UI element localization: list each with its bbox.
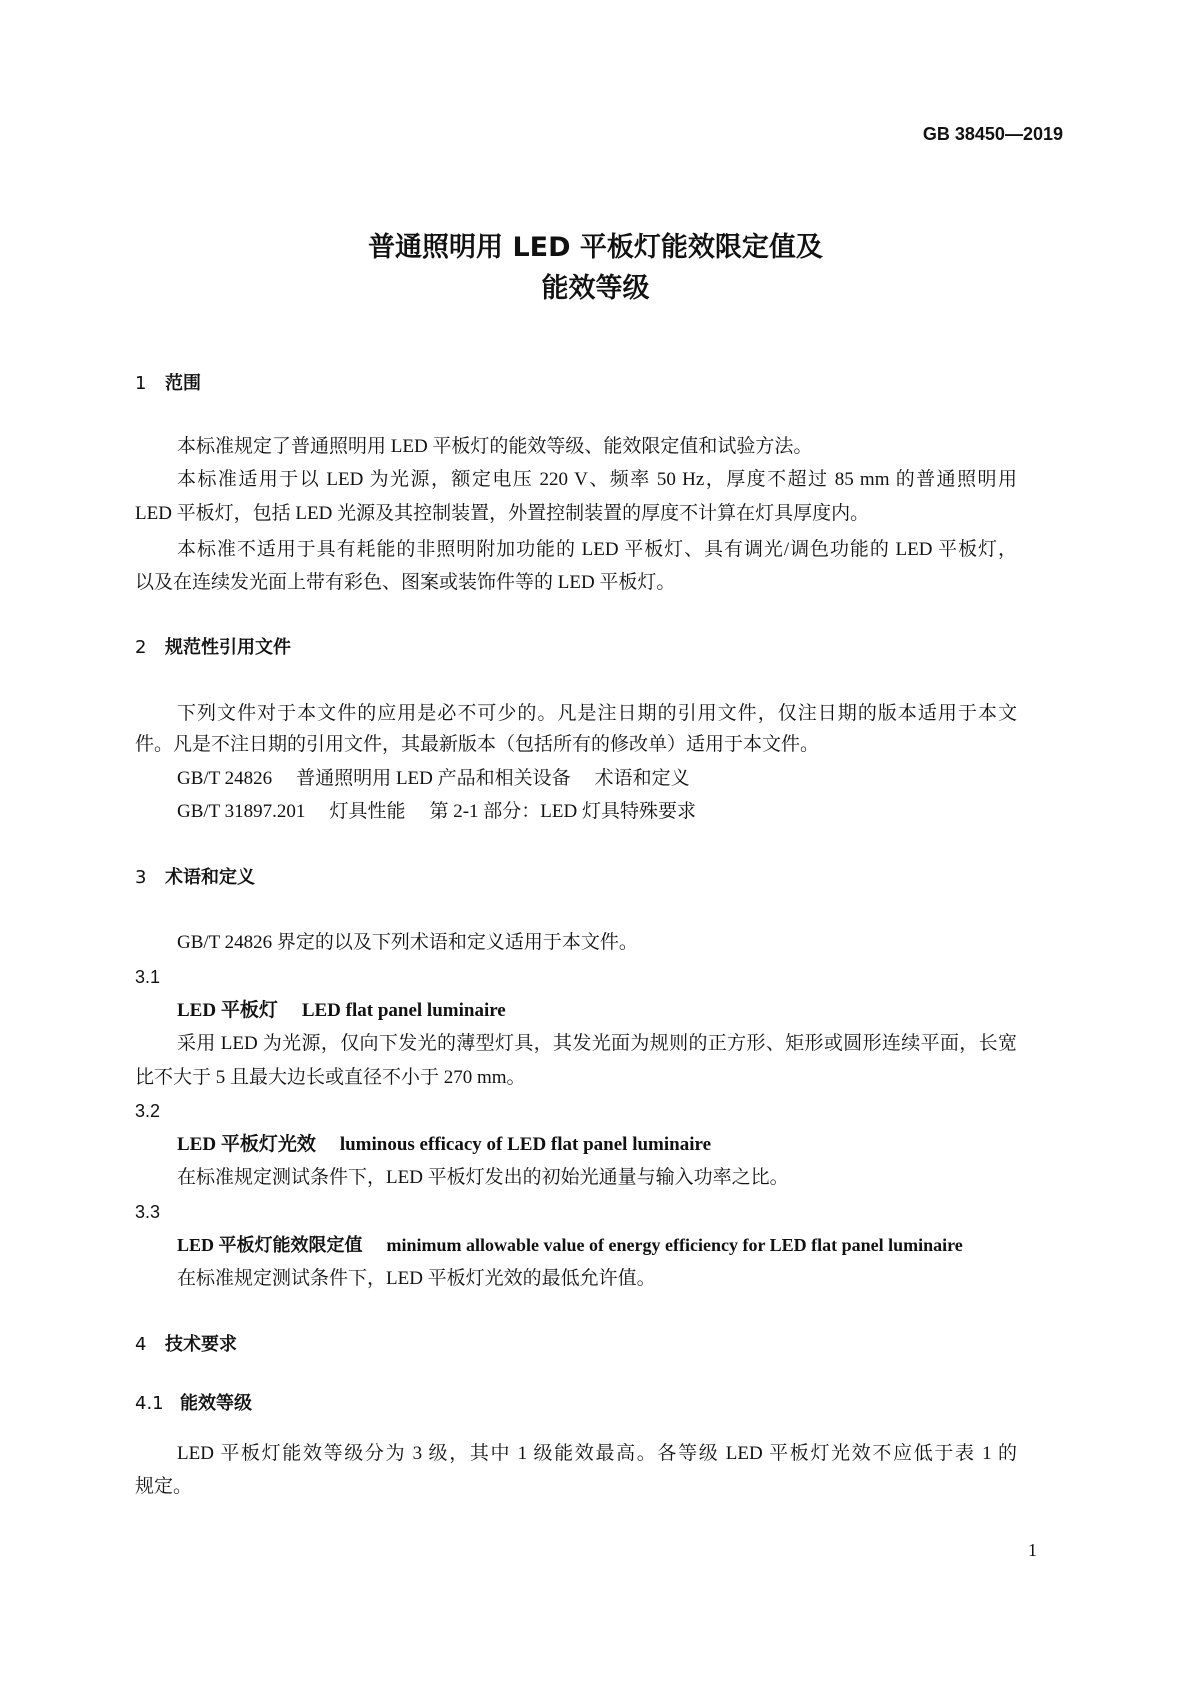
- document-title-line1: 普通照明用 LED 平板灯能效限定值及: [368, 232, 823, 263]
- term-en: LED flat panel luminaire: [301, 1000, 506, 1021]
- paragraph: 本标准适用于以 LED 为光源，额定电压 220 V、频率 50 Hz，厚度不超过 85 mm 的普通照明用: [177, 469, 1017, 490]
- section-3-heading: [135, 860, 255, 896]
- term-entry: [177, 993, 506, 1029]
- section-number: 3: [135, 867, 147, 888]
- term-zh: LED 平板灯: [177, 1000, 278, 1021]
- paragraph: 本标准不适用于具有耗能的非照明附加功能的 LED 平板灯、具有调光/调色功能的 LED 平板灯，: [177, 539, 1017, 560]
- reference-title: 普通照明用 LED 产品和相关设备: [296, 768, 571, 789]
- paragraph-cont: 规定。: [135, 1476, 193, 1497]
- term-en: luminous efficacy of LED flat panel luminaire: [339, 1134, 712, 1155]
- section-title: 能效等级: [180, 1393, 252, 1414]
- subsection-4-1-heading: [135, 1386, 252, 1422]
- paragraph: GB/T 24826 界定的以及下列术语和定义适用于本文件。: [177, 932, 638, 953]
- normative-reference: [177, 794, 696, 830]
- reference-title: 灯具性能: [329, 801, 406, 822]
- section-number: 1: [135, 373, 147, 394]
- reference-code: GB/T 24826: [177, 768, 273, 789]
- term-definition: 在标准规定测试条件下，LED 平板灯发出的初始光通量与输入功率之比。: [177, 1167, 789, 1188]
- section-title: 范围: [165, 373, 201, 394]
- clause-number: 3.1: [135, 967, 161, 987]
- term-entry: [177, 1127, 711, 1163]
- term-entry: [177, 1227, 963, 1263]
- paragraph-cont: 以及在连续发光面上带有彩色、图案或装饰件等的 LED 平板灯。: [135, 572, 676, 593]
- standard-number: GB 38450—2019: [922, 124, 1063, 144]
- term-zh: LED 平板灯能效限定值: [177, 1235, 363, 1255]
- normative-reference: [177, 761, 690, 797]
- reference-subtitle: 术语和定义: [594, 768, 690, 789]
- section-title: 术语和定义: [165, 867, 255, 888]
- clause-number: 3.2: [135, 1101, 161, 1121]
- clause-number: 3.3: [135, 1202, 161, 1222]
- paragraph: LED 平板灯能效等级分为 3 级，其中 1 级能效最高。各等级 LED 平板灯光效不应低于表 1 的: [177, 1443, 1017, 1464]
- term-definition-cont: 比不大于 5 且最大边长或直径不小于 270 mm。: [135, 1067, 526, 1088]
- paragraph-cont: LED 平板灯，包括 LED 光源及其控制装置，外置控制装置的厚度不计算在灯具厚度内。: [135, 503, 870, 524]
- section-number: 2: [135, 637, 147, 658]
- paragraph: 本标准规定了普通照明用 LED 平板灯的能效等级、能效限定值和试验方法。: [177, 436, 813, 457]
- term-definition: 在标准规定测试条件下，LED 平板灯光效的最低允许值。: [177, 1268, 656, 1289]
- paragraph-cont: 件。凡是不注日期的引用文件，其最新版本（包括所有的修改单）适用于本文件。: [135, 734, 820, 755]
- reference-code: GB/T 31897.201: [177, 801, 306, 822]
- section-title: 规范性引用文件: [165, 637, 291, 658]
- term-en: minimum allowable value of energy efficiency for LED flat panel luminaire: [386, 1235, 963, 1255]
- reference-subtitle: 第 2-1 部分：LED 灯具特殊要求: [429, 801, 696, 822]
- document-title-line2: 能效等级: [541, 273, 650, 304]
- term-zh: LED 平板灯光效: [177, 1134, 316, 1155]
- section-number: 4.1: [135, 1393, 164, 1414]
- section-2-heading: [135, 630, 291, 666]
- term-definition: 采用 LED 为光源，仅向下发光的薄型灯具，其发光面为规则的正方形、矩形或圆形连续平面，长宽: [177, 1033, 1017, 1054]
- section-number: 4: [135, 1334, 147, 1355]
- page-number: 1: [1028, 1540, 1037, 1560]
- section-title: 技术要求: [165, 1334, 237, 1355]
- paragraph: 下列文件对于本文件的应用是必不可少的。凡是注日期的引用文件，仅注日期的版本适用于本文: [177, 703, 1017, 724]
- section-4-heading: [135, 1327, 237, 1363]
- section-1-heading: [135, 366, 201, 402]
